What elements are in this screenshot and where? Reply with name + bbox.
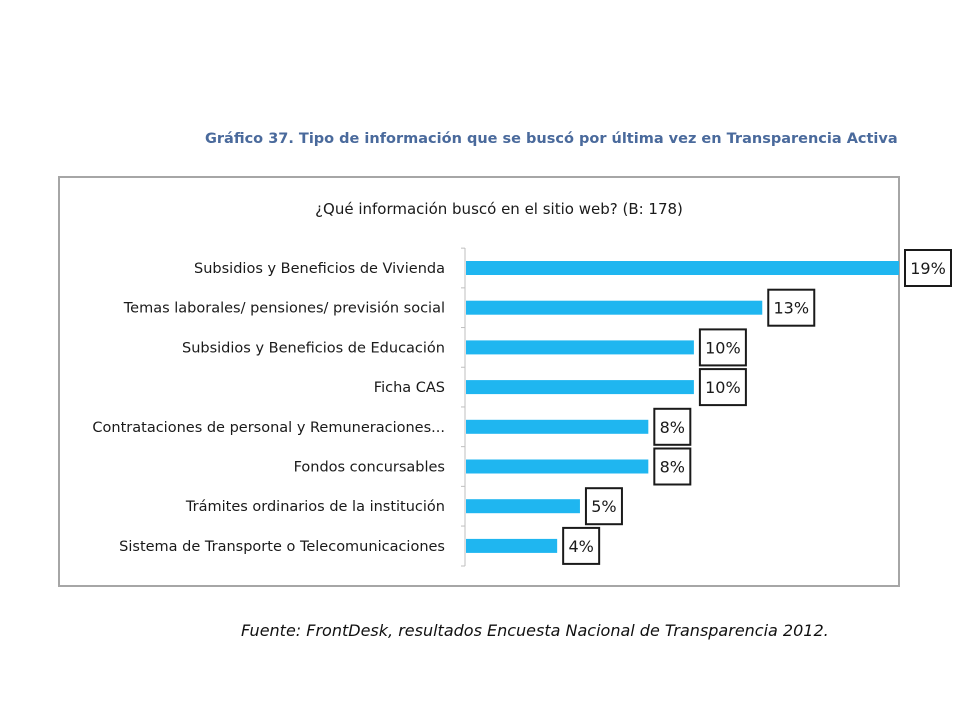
category-label: Subsidios y Beneficios de Educación — [182, 340, 445, 357]
bar — [466, 301, 762, 315]
figure-caption-title: Gráfico 37. Tipo de información que se buscó por última vez en Transparencia Activa — [205, 131, 898, 147]
bar — [466, 261, 899, 275]
bar — [466, 539, 557, 553]
category-label: Trámites ordinarios de la institución — [185, 499, 445, 516]
category-label: Temas laborales/ pensiones/ previsión social — [123, 300, 445, 317]
data-label: 19% — [910, 259, 946, 278]
data-label: 10% — [705, 378, 741, 398]
data-label: 13% — [773, 298, 810, 318]
data-label: 4% — [568, 536, 594, 556]
chart-frame — [58, 176, 946, 587]
data-label: 8% — [659, 457, 686, 477]
chart-title: ¿Qué información buscó en el sitio web? (B: 178) — [315, 200, 683, 218]
bar — [466, 420, 648, 434]
bar — [466, 340, 694, 354]
category-label: Contrataciones de personal y Remuneraciones... — [92, 419, 445, 436]
bar-chart — [60, 178, 946, 585]
category-label: Ficha CAS — [373, 380, 445, 397]
data-label: 8% — [659, 417, 686, 437]
bar — [466, 499, 580, 513]
data-label: 5% — [591, 497, 617, 517]
bar — [466, 460, 648, 474]
category-label: Fondos concursables — [293, 459, 445, 476]
source-note: Fuente: FrontDesk, resultados Encuesta Nacional de Transparencia 2012. — [241, 621, 829, 640]
data-label: 10% — [705, 338, 741, 358]
category-label: Subsidios y Beneficios de Vivienda — [194, 261, 445, 277]
bar — [466, 380, 694, 394]
category-label: Sistema de Transporte o Telecomunicaciones — [119, 538, 445, 555]
